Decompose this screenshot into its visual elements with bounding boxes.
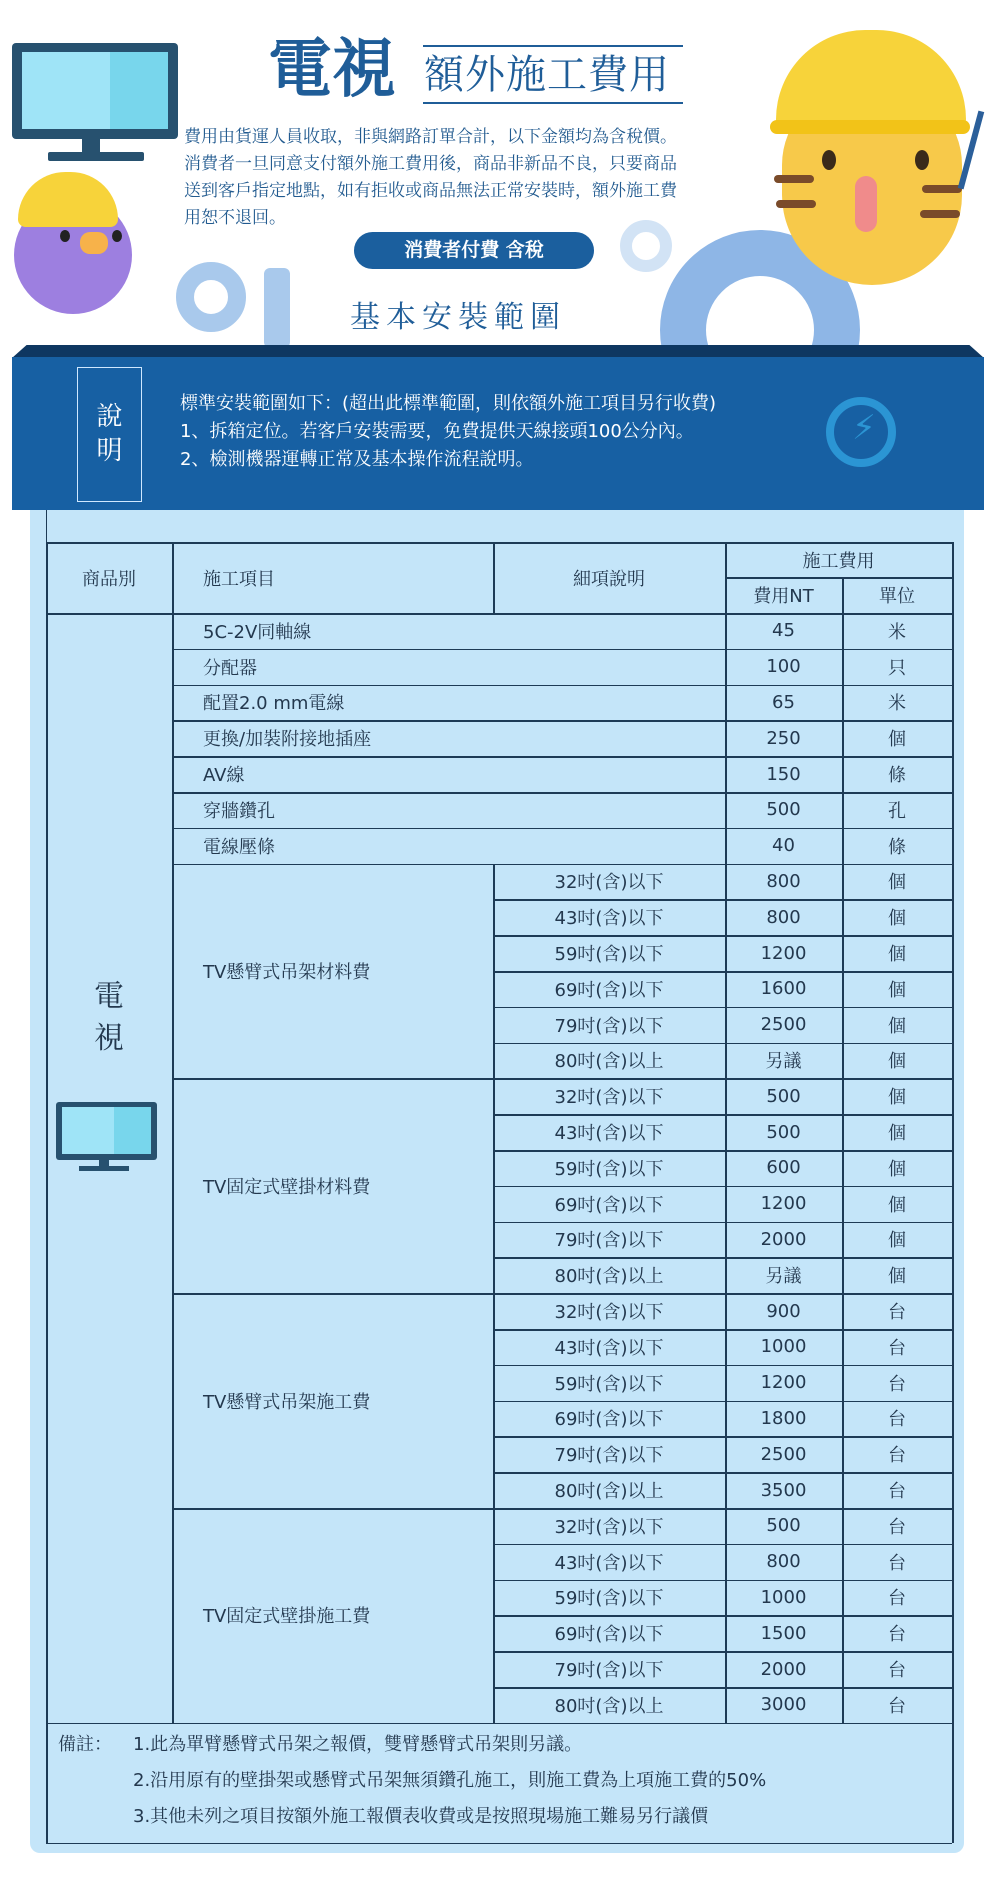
row-fee: 500 (766, 1515, 801, 1537)
row-unit: 個 (888, 979, 906, 1001)
row-detail: 43吋(含)以下 (554, 1552, 664, 1574)
row-detail: 32吋(含)以下 (554, 1087, 664, 1109)
row-unit: 個 (888, 729, 906, 751)
notice-label: 明 (96, 436, 123, 466)
row-fee: 3500 (760, 1479, 807, 1501)
row-unit: 孔 (888, 800, 906, 822)
page-title: 電視 (268, 33, 396, 107)
row-fee: 2000 (760, 1658, 807, 1680)
row-unit: 個 (888, 1087, 906, 1109)
row-unit: 個 (888, 1266, 906, 1288)
row-item: 配置2.0 mm電線 (203, 693, 345, 715)
consumer-pays-badge: 消費者付費 含稅 (354, 232, 594, 269)
row-item: 穿牆鑽孔 (203, 800, 275, 822)
row-detail: 32吋(含)以下 (554, 1516, 664, 1538)
row-unit: 台 (888, 1373, 906, 1395)
section-title: 基本安裝範圍 (350, 300, 566, 335)
group-item: TV固定式壁掛材料費 (203, 1176, 371, 1198)
row-unit: 條 (888, 765, 906, 787)
row-unit: 台 (888, 1695, 906, 1717)
row-unit: 台 (888, 1481, 906, 1503)
row-fee: 1200 (760, 1372, 807, 1394)
row-fee: 500 (766, 1121, 801, 1143)
row-unit: 台 (888, 1445, 906, 1467)
row-fee: 3000 (760, 1694, 807, 1716)
row-unit: 米 (888, 693, 906, 715)
row-fee: 800 (766, 1551, 801, 1573)
header-detail: 細項說明 (573, 568, 645, 590)
row-fee: 150 (766, 763, 801, 785)
category-label-char: 電 (94, 979, 124, 1014)
row-detail: 79吋(含)以下 (554, 1015, 664, 1037)
row-unit: 個 (888, 944, 906, 966)
row-fee: 1200 (760, 942, 807, 964)
page-subtitle: 額外施工費用 (424, 52, 670, 98)
row-item: 5C-2V同軸線 (203, 621, 312, 643)
row-divider (493, 1723, 952, 1725)
row-unit: 台 (888, 1552, 906, 1574)
row-unit: 個 (888, 1015, 906, 1037)
row-fee: 900 (766, 1300, 801, 1322)
row-fee: 另議 (765, 1051, 802, 1073)
row-item: 分配器 (203, 657, 257, 679)
row-fee: 1200 (760, 1193, 807, 1215)
row-detail: 69吋(含)以下 (554, 1624, 664, 1646)
notice-line: 標準安裝範圍如下：(超出此標準範圍，則依額外施工項目另行收費) (180, 393, 717, 414)
notice-label: 說 (96, 402, 123, 432)
row-detail: 79吋(含)以下 (554, 1445, 664, 1467)
row-detail: 80吋(含)以上 (554, 1051, 664, 1073)
group-divider (172, 1723, 493, 1725)
row-fee: 1500 (760, 1622, 807, 1644)
intro-line: 消費者一旦同意支付額外施工費用後，商品非新品不良，只要商品 (184, 154, 677, 174)
row-unit: 台 (888, 1302, 906, 1324)
row-fee: 100 (766, 656, 801, 678)
row-detail: 59吋(含)以下 (554, 1588, 664, 1610)
row-fee: 2500 (760, 1014, 807, 1036)
row-fee: 40 (772, 835, 795, 857)
row-fee: 另議 (765, 1266, 802, 1288)
row-detail: 43吋(含)以下 (554, 908, 664, 930)
row-item: 電線壓條 (203, 836, 275, 858)
row-unit: 個 (888, 1158, 906, 1180)
lightning-bolt-icon: ⚡ (852, 408, 876, 448)
notice-line: 1、拆箱定位。若客戶安裝需要，免費提供天線接頭100公分內。 (180, 421, 694, 442)
row-detail: 32吋(含)以下 (554, 1302, 664, 1324)
row-fee: 600 (766, 1157, 801, 1179)
row-unit: 米 (888, 621, 906, 643)
row-unit: 個 (888, 872, 906, 894)
group-item: TV懸臂式吊架材料費 (203, 961, 371, 983)
table-left-border (46, 542, 48, 1843)
category-label (46, 976, 172, 1060)
remarks-list (133, 1727, 766, 1835)
row-fee: 2000 (760, 1228, 807, 1250)
intro-line: 送到客戶指定地點，如有拒收或商品無法正常安裝時，額外施工費 (184, 181, 677, 201)
group-item: TV固定式壁掛施工費 (203, 1606, 371, 1628)
row-unit: 台 (888, 1516, 906, 1538)
row-detail: 79吋(含)以下 (554, 1660, 664, 1682)
row-detail: 79吋(含)以下 (554, 1230, 664, 1252)
tv-stand-base (79, 1166, 129, 1171)
remark-line: 2.沿用原有的壁掛架或懸臂式吊架無須鑽孔施工，則施工費為上項施工費的50% (133, 1770, 767, 1791)
row-fee: 500 (766, 1085, 801, 1107)
header-fee-nt: 費用NT (753, 586, 814, 607)
row-unit: 條 (888, 836, 906, 858)
row-fee: 1600 (760, 978, 807, 1000)
row-unit: 台 (888, 1588, 906, 1610)
row-detail: 59吋(含)以下 (554, 1373, 664, 1395)
row-detail: 32吋(含)以下 (554, 872, 664, 894)
row-detail: 59吋(含)以下 (554, 944, 664, 966)
row-unit: 台 (888, 1660, 906, 1682)
row-item: 更換/加裝附接地插座 (203, 729, 372, 751)
row-fee: 2500 (760, 1443, 807, 1465)
row-fee: 45 (772, 620, 795, 642)
row-fee: 1000 (760, 1336, 807, 1358)
notice-line: 2、檢測機器運轉正常及基本操作流程說明。 (180, 449, 534, 470)
row-fee: 500 (766, 799, 801, 821)
row-detail: 69吋(含)以下 (554, 979, 664, 1001)
row-unit: 台 (888, 1337, 906, 1359)
row-detail: 43吋(含)以下 (554, 1337, 664, 1359)
tv-icon (56, 1102, 157, 1160)
row-unit: 個 (888, 908, 906, 930)
row-fee: 800 (766, 870, 801, 892)
row-unit: 只 (888, 657, 906, 679)
row-fee: 1800 (760, 1407, 807, 1429)
intro-line: 用恕不退回。 (184, 208, 286, 228)
row-detail: 59吋(含)以下 (554, 1158, 664, 1180)
remarks-label: 備註： (58, 1734, 112, 1755)
row-detail: 69吋(含)以下 (554, 1409, 664, 1431)
row-detail: 80吋(含)以上 (554, 1481, 664, 1503)
row-unit: 個 (888, 1051, 906, 1073)
row-detail: 43吋(含)以下 (554, 1123, 664, 1145)
row-unit: 個 (888, 1194, 906, 1216)
row-unit: 台 (888, 1624, 906, 1646)
row-unit: 個 (888, 1123, 906, 1145)
row-detail: 80吋(含)以上 (554, 1695, 664, 1717)
category-label-char: 視 (94, 1021, 124, 1056)
header-unit: 單位 (879, 586, 915, 607)
row-fee: 250 (766, 727, 801, 749)
row-detail: 80吋(含)以上 (554, 1266, 664, 1288)
row-detail: 69吋(含)以下 (554, 1194, 664, 1216)
remark-line: 3.其他未列之項目按額外施工報價表收費或是按照現場施工難易另行議價 (133, 1806, 709, 1827)
row-fee: 65 (772, 691, 795, 713)
remark-line: 1.此為單臂懸臂式吊架之報價，雙臂懸臂式吊架則另議。 (133, 1734, 583, 1755)
header-category: 商品別 (82, 568, 136, 590)
header-fee-group: 施工費用 (802, 550, 875, 572)
intro-line: 費用由貨運人員收取，非與網路訂單合計，以下金額均為含稅價。 (184, 127, 677, 147)
row-fee: 1000 (760, 1586, 807, 1608)
row-unit: 個 (888, 1230, 906, 1252)
group-item: TV懸臂式吊架施工費 (203, 1391, 371, 1413)
table-bottom-border (46, 1843, 952, 1845)
row-unit: 台 (888, 1409, 906, 1431)
header-item: 施工項目 (203, 568, 275, 590)
row-fee: 800 (766, 906, 801, 928)
table-right-border (952, 542, 954, 1843)
row-item: AV線 (203, 765, 245, 787)
